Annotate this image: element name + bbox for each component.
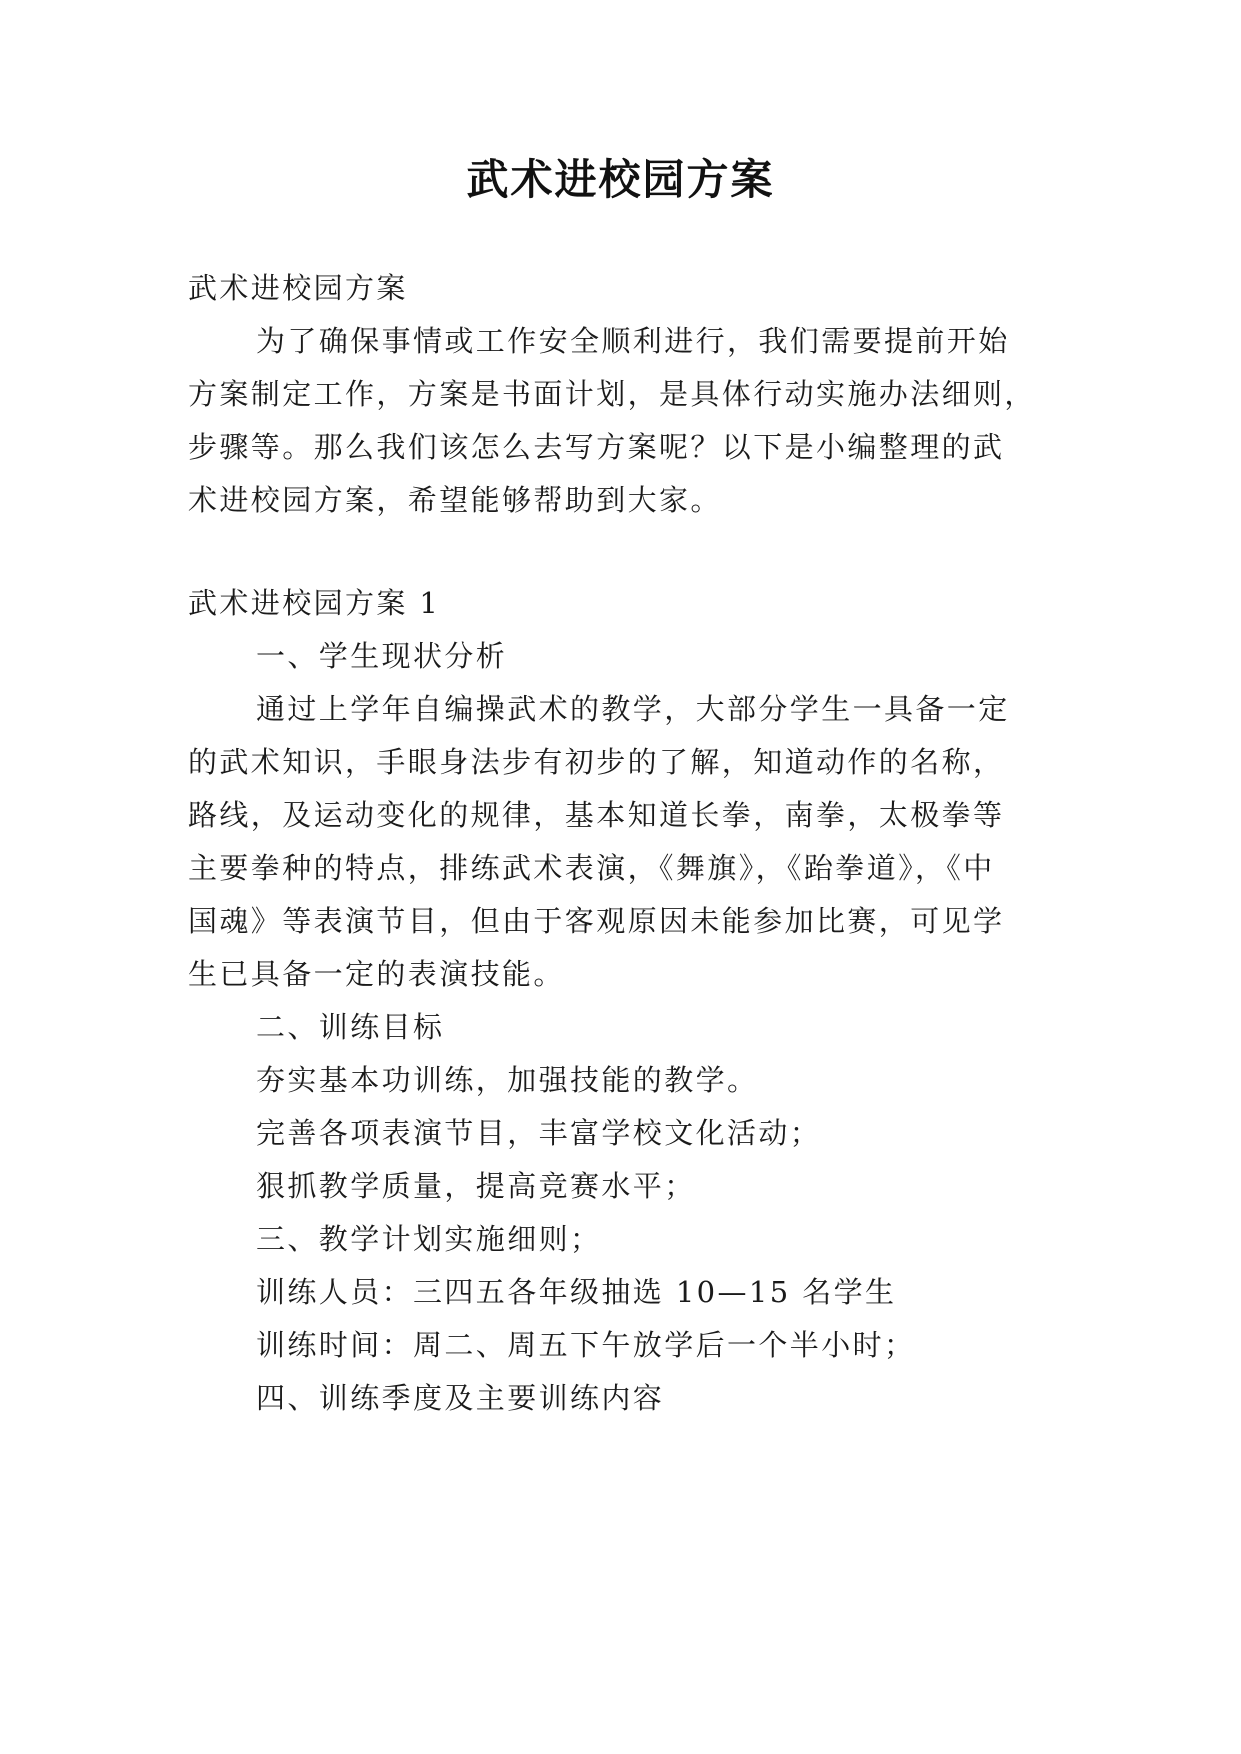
- section-title: 武术进校园方案 1: [188, 586, 441, 620]
- part2-item: 夯实基本功训练，加强技能的教学。: [256, 1063, 759, 1097]
- part1-line: 通过上学年自编操武术的教学，大部分学生一具备一定: [256, 692, 1010, 726]
- part2-item: 狠抓教学质量，提高竞赛水平；: [256, 1169, 696, 1203]
- part1-line: 路线，及运动变化的规律，基本知道长拳，南拳，太极拳等: [188, 798, 1005, 832]
- intro-line: 术进校园方案，希望能够帮助到大家。: [188, 483, 722, 517]
- part3-item: 训练时间：周二、周五下午放学后一个半小时；: [256, 1328, 916, 1362]
- intro-line: 步骤等。那么我们该怎么去写方案呢？以下是小编整理的武: [188, 430, 1005, 464]
- part3-heading: 三、教学计划实施细则；: [256, 1222, 602, 1256]
- document-heading: 武术进校园方案: [188, 271, 408, 305]
- part2-item: 完善各项表演节目，丰富学校文化活动；: [256, 1116, 822, 1150]
- part1-line: 主要拳种的特点，排练武术表演，《舞旗》，《跆拳道》，《中: [188, 851, 995, 885]
- part4-heading: 四、训练季度及主要训练内容: [256, 1381, 665, 1415]
- intro-line: 为了确保事情或工作安全顺利进行，我们需要提前开始: [256, 324, 1010, 358]
- part1-line: 国魂》等表演节目，但由于客观原因未能参加比赛，可见学: [188, 904, 1005, 938]
- document-title: 武术进校园方案: [466, 155, 775, 204]
- part2-heading: 二、训练目标: [256, 1010, 445, 1044]
- part1-line: 生已具备一定的表演技能。: [188, 957, 565, 991]
- intro-line: 方案制定工作，方案是书面计划，是具体行动实施办法细则，: [188, 377, 1036, 411]
- part1-line: 的武术知识，手眼身法步有初步的了解，知道动作的名称，: [188, 745, 1005, 779]
- part3-item: 训练人员：三四五各年级抽选 10—15 名学生: [256, 1275, 897, 1309]
- part1-heading: 一、学生现状分析: [256, 639, 508, 673]
